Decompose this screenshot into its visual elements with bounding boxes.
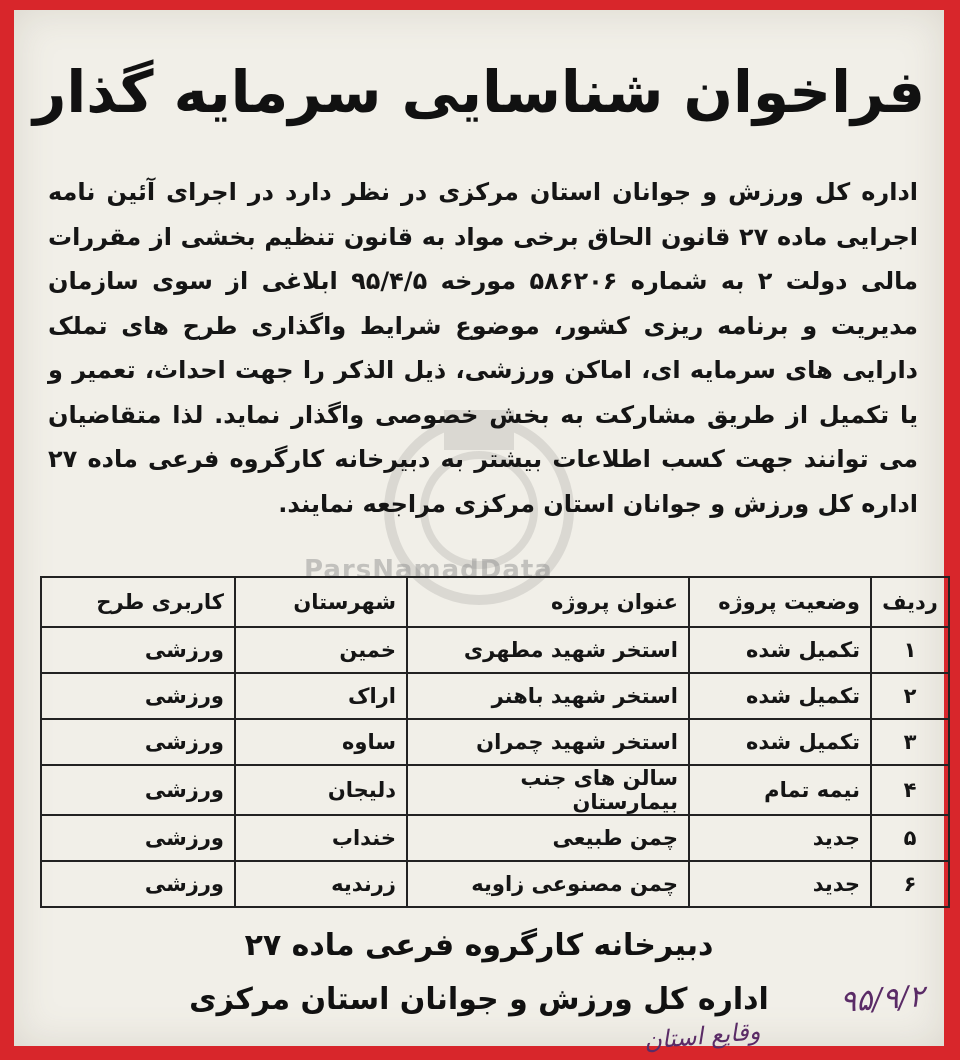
cell-row-number: ۵ (871, 815, 949, 861)
cell-title: استخر شهید مطهری (407, 627, 689, 673)
footer-organization: اداره کل ورزش و جوانان استان مرکزی (189, 982, 769, 1017)
cell-title: استخر شهید باهنر (407, 673, 689, 719)
cell-status: نیمه تمام (689, 765, 871, 815)
cell-title: چمن طبیعی (407, 815, 689, 861)
cell-status: تکمیل شده (689, 627, 871, 673)
cell-usage: ورزشی (41, 627, 235, 673)
cell-status: جدید (689, 861, 871, 907)
header-title: عنوان پروژه (407, 577, 689, 627)
cell-row-number: ۶ (871, 861, 949, 907)
table-header-row (41, 577, 949, 627)
cell-title: چمن مصنوعی زاویه (407, 861, 689, 907)
cell-city: زرندیه (235, 861, 407, 907)
handwritten-note: وقایع استان (643, 1016, 762, 1056)
cell-row-number: ۲ (871, 673, 949, 719)
table-row (41, 673, 949, 719)
header-usage: کاربری طرح (41, 577, 235, 627)
cell-row-number: ۱ (871, 627, 949, 673)
header-row-number: ردیف (871, 577, 949, 627)
table-row (41, 627, 949, 673)
cell-city: دلیجان (235, 765, 407, 815)
watermark-text: ParsNamadData (304, 555, 553, 585)
cell-usage: ورزشی (41, 765, 235, 815)
cell-status: تکمیل شده (689, 719, 871, 765)
cell-row-number: ۴ (871, 765, 949, 815)
cell-status: تکمیل شده (689, 673, 871, 719)
table-row (41, 765, 949, 815)
header-status: وضعیت پروژه (689, 577, 871, 627)
table-row (41, 861, 949, 907)
cell-city: خمین (235, 627, 407, 673)
cell-title: استخر شهید چمران (407, 719, 689, 765)
cell-city: ساوه (235, 719, 407, 765)
cell-usage: ورزشی (41, 719, 235, 765)
header-city: شهرستان (235, 577, 407, 627)
table-row (41, 719, 949, 765)
page-title: فراخوان شناسایی سرمایه گذار (32, 58, 926, 126)
handwritten-date: ۹۵/۹/۲ (838, 979, 926, 1020)
table-row (41, 815, 949, 861)
cell-city: خنداب (235, 815, 407, 861)
cell-city: اراک (235, 673, 407, 719)
cell-usage: ورزشی (41, 815, 235, 861)
cell-usage: ورزشی (41, 861, 235, 907)
projects-table (40, 576, 950, 908)
footer-secretariat: دبیرخانه کارگروه فرعی ماده ۲۷ (244, 928, 714, 963)
cell-status: جدید (689, 815, 871, 861)
cell-title: سالن های جنب بیمارستان (407, 765, 689, 815)
newspaper-clipping (14, 10, 944, 1056)
cell-row-number: ۳ (871, 719, 949, 765)
notice-body: اداره کل ورزش و جوانان استان مرکزی در نظر دارد در اجرای آئین نامه اجرایی ماده ۲۷ قانون الحاق برخی مواد به قانون تنظیم بخشی از مقررات مالی دولت ۲ به شماره ۵۸۶۲۰۶ مورخه ۹۵/۴/۵ ابلاغی از سوی سازمان مدیریت و برنامه ریزی کشور، موضوع شرایط واگذاری طرح های تملک دارایی های سرمایه ای، اماکن ورزشی، ذیل الذکر را جهت احداث، تعمیر و یا تکمیل از طریق مشارکت به بخش خصوصی واگذار نماید. لذا متقاضیان می توانند جهت کسب اطلاعات بیشتر به دبیرخانه کارگروه فرعی ماده ۲۷ اداره کل ورزش و جوانان استان مرکزی مراجعه نمایند. (48, 178, 918, 518)
cell-usage: ورزشی (41, 673, 235, 719)
